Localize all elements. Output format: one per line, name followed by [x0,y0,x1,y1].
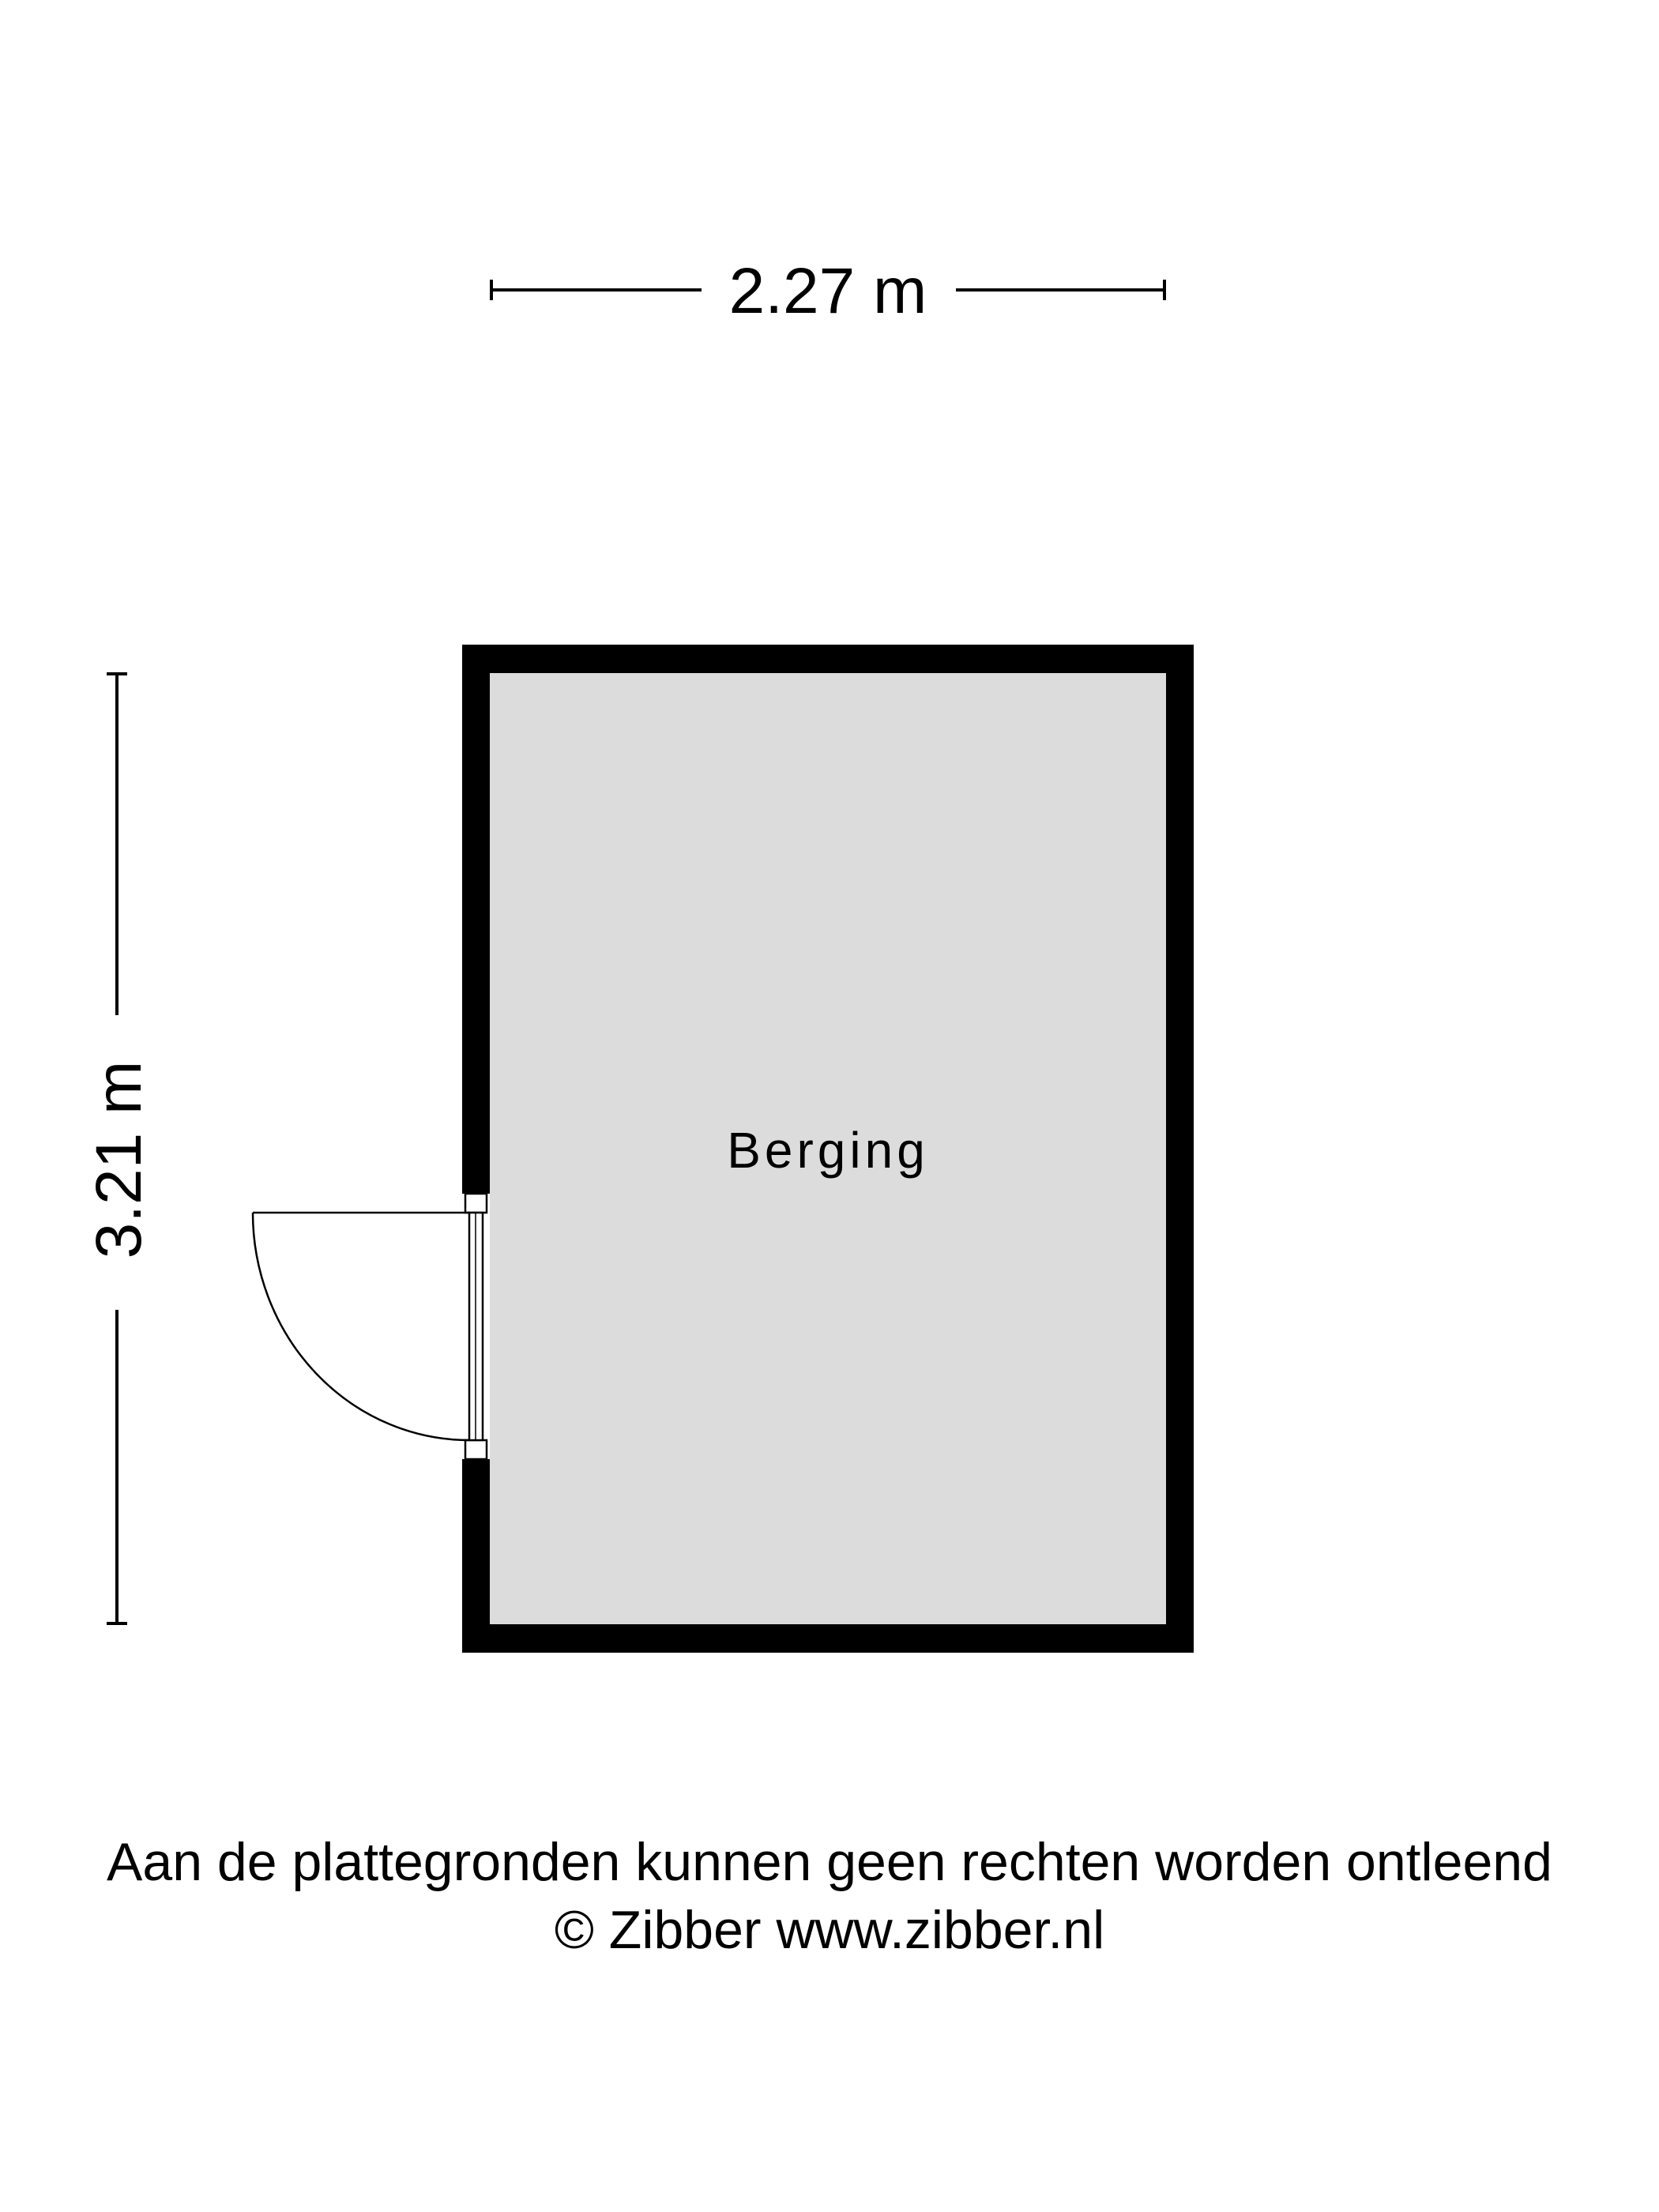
wall-left-lower [462,1459,490,1653]
disclaimer-text: Aan de plattegronden kunnen geen rechten worden ontleend [107,1832,1552,1892]
wall-right [1166,645,1194,1653]
wall-left-upper [462,645,490,1194]
copyright-text: © Zibber www.zibber.nl [554,1900,1105,1960]
width-dimension-label: 2.27 m [728,255,927,327]
wall-top [462,645,1194,673]
door-frame [465,1194,487,1459]
width-dimension [491,255,1164,327]
door-swing-arc [253,1213,469,1440]
wall-bottom [462,1624,1194,1653]
height-dimension-label: 3.21 m [83,1060,155,1259]
door-swing [253,1213,469,1440]
room-label-berging: Berging [727,1122,929,1179]
height-dimension [83,674,155,1623]
